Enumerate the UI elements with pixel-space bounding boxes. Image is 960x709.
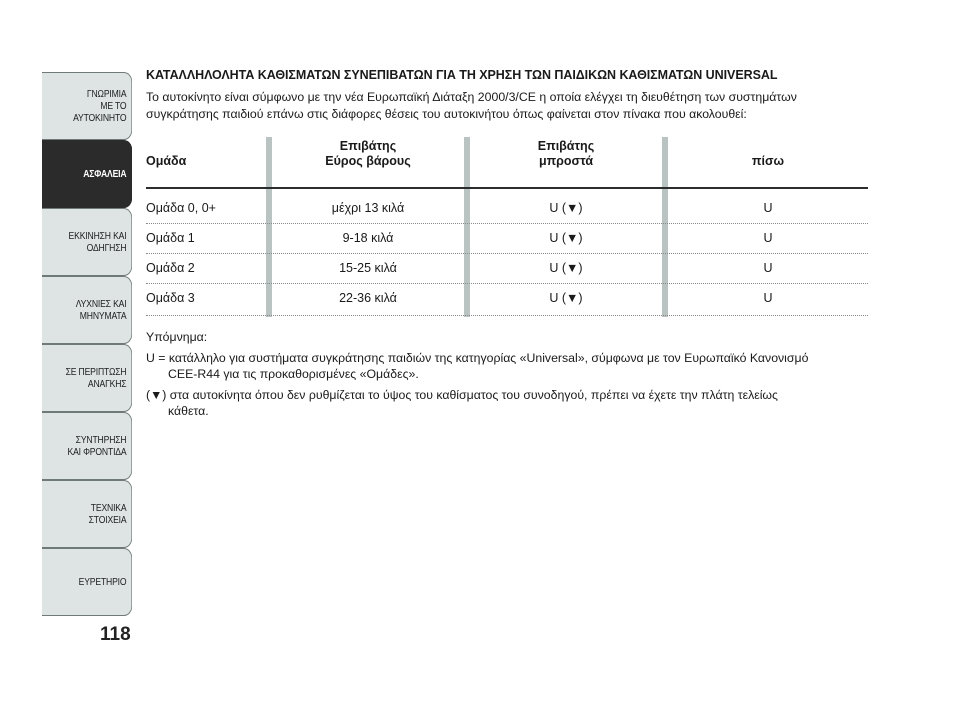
cell-rear: U xyxy=(763,231,773,245)
legend-triangle xyxy=(146,387,868,419)
page-number: 118 xyxy=(100,624,131,645)
row-divider xyxy=(146,253,868,254)
legend-universal xyxy=(146,350,868,382)
legend-universal-line1: U = κατάλληλο για συστήματα συγκράτησης παιδιών της κατηγορίας «Universal», σύμφωνα με τον Ευρωπαϊκό Κανονισμό xyxy=(146,351,809,365)
legend-universal-line2: CEE-R44 για τις προκαθορισμένες «Ομάδες». xyxy=(168,367,419,381)
tab-index[interactable] xyxy=(42,548,132,616)
header-weight: Εύρος βάρους xyxy=(325,154,411,168)
header-weight-top: Επιβάτης xyxy=(339,139,397,153)
header-rear: πίσω xyxy=(751,154,785,168)
tab-label: ΣΕ ΠΕΡΙΠΤΩΣΗ ΑΝΑΓΚΗΣ xyxy=(65,366,127,390)
tab-starting-driving[interactable] xyxy=(42,208,132,276)
legend-triangle-line2: κάθετα. xyxy=(168,404,209,418)
cell-rear: U xyxy=(763,201,773,215)
tab-label: ΕΥΡΕΤΗΡΙΟ xyxy=(78,576,127,588)
tab-getting-to-know[interactable] xyxy=(42,72,132,140)
row-divider xyxy=(146,223,868,224)
header-group: Ομάδα xyxy=(146,154,187,168)
intro-paragraph: Το αυτοκίνητο είναι σύμφωνο με την νέα Ευρωπαϊκή Διάταξη 2000/3/CE η οποία ελέγχει τη διευθέτηση των συστημάτων συγκράτησης παιδιού επάνω στις διάφορες θέσεις του αυτοκινήτου όπως φαίνεται στον πίνακα που ακολουθεί: xyxy=(146,90,797,121)
cell-rear: U xyxy=(763,291,773,305)
legend-triangle-line1: (▼) στα αυτοκίνητα όπου δεν ρυθμίζεται το ύψος του καθίσματος του συνοδηγού, πρέπει να έχετε την πλάτη τελείως xyxy=(146,388,778,402)
cell-group: Ομάδα 1 xyxy=(146,231,195,245)
cell-front: U (▼) xyxy=(549,291,583,305)
cell-weight: 15-25 κιλά xyxy=(339,261,397,275)
tab-warning-lights[interactable] xyxy=(42,276,132,344)
cell-group: Ομάδα 2 xyxy=(146,261,195,275)
cell-front: U (▼) xyxy=(549,201,583,215)
tab-emergency[interactable] xyxy=(42,344,132,412)
cell-group: Ομάδα 3 xyxy=(146,291,195,305)
row-divider xyxy=(146,283,868,284)
main-content xyxy=(146,68,868,424)
cell-weight: 9-18 κιλά xyxy=(342,231,394,245)
header-rule xyxy=(146,187,868,189)
cell-rear: U xyxy=(763,261,773,275)
tab-maintenance[interactable] xyxy=(42,412,132,480)
tab-label: ΤΕΧΝΙΚΑ ΣΤΟΙΧΕΙΑ xyxy=(88,502,127,526)
cell-group: Ομάδα 0, 0+ xyxy=(146,201,216,215)
tab-technical-data[interactable] xyxy=(42,480,132,548)
tab-label: ΓΝΩΡΙΜΙΑ ΜΕ ΤΟ ΑΥΤΟΚΙΝΗΤΟ xyxy=(73,88,127,124)
header-front: μπροστά xyxy=(538,154,594,168)
cell-front: U (▼) xyxy=(549,261,583,275)
tab-label: ΑΣΦΑΛΕΙΑ xyxy=(83,168,127,180)
row-divider xyxy=(146,315,868,316)
cell-front: U (▼) xyxy=(549,231,583,245)
tab-label: ΛΥΧΝΙΕΣ ΚΑΙ ΜΗΝΥΜΑΤΑ xyxy=(75,298,127,322)
legend xyxy=(146,329,868,419)
tab-label: ΣΥΝΤΗΡΗΣΗ ΚΑΙ ΦΡΟΝΤΙΔΑ xyxy=(67,434,127,458)
tab-safety[interactable] xyxy=(42,140,132,208)
cell-weight: μέχρι 13 κιλά xyxy=(331,201,405,215)
child-seat-table xyxy=(146,137,868,317)
tab-label: ΕΚΚΙΝΗΣΗ ΚΑΙ ΟΔΗΓΗΣΗ xyxy=(68,230,127,254)
section-heading: ΚΑΤΑΛΛΗΛΟΛΗΤΑ ΚΑΘΙΣΜΑΤΩΝ ΣΥΝΕΠΙΒΑΤΩΝ ΓΙΑ ΤΗ ΧΡΗΣΗ ΤΩΝ ΠΑΙΔΙΚΩΝ ΚΑΘΙΣΜΑΤΩΝ UNIVERSAL xyxy=(146,68,778,82)
legend-title: Υπόμνημα: xyxy=(146,330,208,344)
header-front-top: Επιβάτης xyxy=(537,139,595,153)
cell-weight: 22-36 κιλά xyxy=(339,291,397,305)
